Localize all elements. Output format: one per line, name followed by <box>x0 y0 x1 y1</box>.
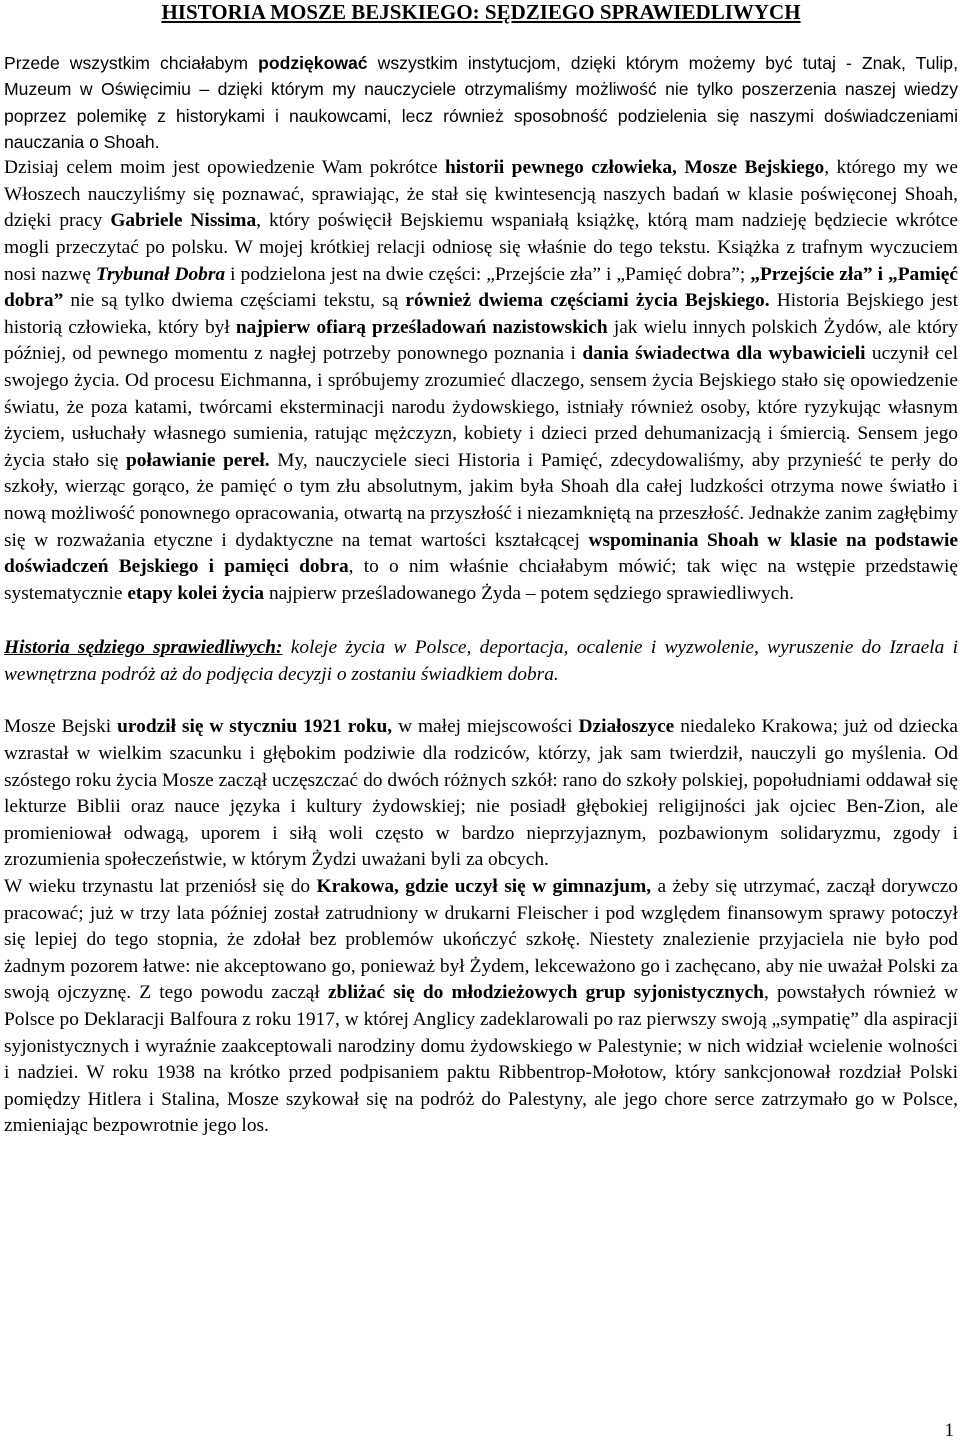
text-run: Historia sędziego sprawiedliwych: <box>4 637 283 659</box>
text-run: Trybunał Dobra <box>95 263 226 285</box>
text-run: poławianie pereł. <box>126 449 270 471</box>
text-run: My, nauczyciele sieci Historia i Pamięć, zdecydowaliśmy, aby przynieść te perły do szkoły, wierząc gorąco, że pamięć o tym złu absolutnym, jakim była Shoah dla całej ludzkości otrzyma nowe światło i nową możliwość ponownego opracowania, otwartą na przyszłość i niezamkniętą na przeszłość. Jednakże zanim zagłębimy się w rozważania etyczne i dydaktyczne na temat wartości kształcącej <box>4 449 959 551</box>
paragraph-3 <box>4 635 958 688</box>
document-title: HISTORIA MOSZE BEJSKIEGO: SĘDZIEGO SPRAWIEDLIWYCH <box>161 0 801 24</box>
text-run: dania świadectwa dla wybawicieli <box>582 343 866 365</box>
text-run: , który poświęcił Bejskiemu wspaniałą książkę, którą mam nadzieję będziecie wkrótce mogli przeczytać po polsku. W mojej krótkiej relacji odniosę się właśnie do tego tekstu. Książka z trafnym wyczuciem nosi nazwę <box>4 210 958 285</box>
text-run: Mosze Bejski <box>4 716 118 738</box>
text-run: najpierw prześladowanego Żyda – potem sędziego sprawiedliwych. <box>264 582 794 604</box>
text-run: , powstałych również w Polsce po Deklaracji Balfoura z roku 1917, w której Anglicy zadeklarowali po raz pierwszy swoją „sympatię” dla aspiracji syjonistycznych i wyraźnie zaakceptowali narodziny domu żydowskiego w Palestynie; w nich widział wcielenie wolności i nadziei. W roku 1938 na krótko przed podpisaniem paktu Ribbentrop-Mołotow, który sankcjonował rozdział Polski pomiędzy Hitlera i Stalina, Mosze szykował się na podróż do Palestyny, ale jego chore serce zatrzymało go w Polsce, zmieniając bezpowrotnie jego los. <box>4 982 959 1137</box>
text-run: „Przejście zła” i „Pamięć dobra” <box>4 263 958 312</box>
document-page <box>4 0 958 1140</box>
page-number: 1 <box>944 1420 954 1441</box>
paragraph-1 <box>4 50 958 155</box>
text-run: niedaleko Krakowa; już od dziecka wzrastał w wielkim szacunku i głębokim podziwie dla rodziców, którzy, jak sam twierdził, nauczyli go myślenia. Od szóstego roku życia Mosze zaczął uczęszczać do dwóch różnych szkół: rano do szkoły polskiej, popołudniami oddawał się lekturze Biblii oraz nauce języka i kultury żydowskiej; nie posiadł głębokiej religijności jak ojciec Ben-Zion, ale promieniował odwagą, uporem i siłą woli często w bardzo nieprzyjaznym, pozbawionym solidaryzmu, zgody i zrozumienia społeczeństwie, w którym Żydzi uważani byli za obcych. <box>4 716 959 871</box>
text-run: najpierw ofiarą prześladowań nazistowskich <box>235 316 608 338</box>
text-run: jak wielu innych polskich Żydów, ale który później, od pewnego momentu z nagłej potrzeby ponownego poznania i <box>4 316 958 365</box>
text-run: Krakowa, gdzie uczył się w gimnazjum, <box>316 876 652 898</box>
text-run: nie są tylko dwiema częściami tekstu, są <box>63 290 406 312</box>
text-run: uczynił cel swojego życia. Od procesu Eichmanna, i spróbujemy zrozumieć dlaczego, sensem życia Bejskiego stało się opowiedzenie światu, że poza katami, twórcami eksterminacji narodu żydowskiego, istniały również osoby, które ryzykując własnym życiem, usłuchały własnego sumienia, ratując mężczyzn, kobiety i dzieci przed dehumanizacją i śmiercią. Sensem jego życia stało się <box>4 343 958 471</box>
text-run: W wieku trzynastu lat przeniósł się do <box>4 876 317 898</box>
text-run: również <box>405 290 472 312</box>
text-run: urodził się w styczniu 1921 roku, <box>117 716 393 738</box>
text-run: etapy kolei życia <box>127 582 265 604</box>
text-run: Działoszyce <box>578 716 675 738</box>
text-run: Przede wszystkim chciałabym <box>4 53 259 73</box>
text-run: , którego my we Włoszech nauczyliśmy się poznawać, sprawiając, że stał się kwintesencją naszych badań w klasie poświęconej Shoah, dzięki pracy <box>4 157 958 232</box>
text-run: a żeby się utrzymać, zaczął dorywczo pracować; już w trzy lata później został zatrudniony w drukarni Fleischer i pod względem finansowym sprawy potoczył się lepiej do tego stopnia, że zdołał bez problemów ukończyć szkołę. Niestety znalezienie przyjaciela nie było pod żadnym pozorem łatwe: nie akceptowano go, ponieważ był Żydem, lekceważono go i zachęcano, aby nie uważał Polski za swoją ojczyznę. Z tego powodu zaczął <box>4 876 958 1004</box>
text-run: wspominania Shoah w klasie na podstawie doświadczeń Bejskiego i pamięci dobra <box>4 529 958 578</box>
text-run: , to o nim właśnie chciałabym mówić; tak więc na wstępie przedstawię systematycznie <box>4 556 958 604</box>
paragraph-2 <box>4 155 958 607</box>
text-run: podziękować <box>258 53 368 73</box>
paragraph-5 <box>4 874 958 1140</box>
text-run: dwiema częściami życia Bejskiego. <box>478 290 770 312</box>
text-run: zbliżać się do młodzieżowych grup syjonistycznych <box>327 982 764 1004</box>
paragraph-4 <box>4 714 958 874</box>
text-run: Historia Bejskiego jest historią człowieka, który był <box>4 290 958 338</box>
text-run: i podzielona jest na dwie części: „Przejście zła” i „Pamięć dobra”; <box>225 263 751 285</box>
text-run: historii pewnego człowieka, Mosze Bejskiego <box>445 157 825 179</box>
text-run: Dzisiaj celem moim jest opowiedzenie Wam pokrótce <box>4 157 445 179</box>
text-run: koleje życia w Polsce, deportacja, ocalenie i wyzwolenie, wyruszenie do Izraela i wewnętrzna podróż aż do podjęcia decyzji o zostaniu świadkiem dobra. <box>4 637 958 685</box>
text-run: wszystkim instytucjom, dzięki którym możemy być tutaj - Znak, Tulip, Muzeum w Oświęcimiu – dzięki którym my nauczyciele otrzymaliśmy możliwość nie tylko poszerzenia naszej wiedzy poprzez polemikę z historykami i naukowcami, lecz również sposobność podzielenia się naszymi doświadczeniami nauczania o Shoah. <box>4 53 958 152</box>
document-body <box>4 50 958 1140</box>
text-run: w małej miejscowości <box>392 716 579 738</box>
text-run: Gabriele Nissima <box>110 210 257 232</box>
